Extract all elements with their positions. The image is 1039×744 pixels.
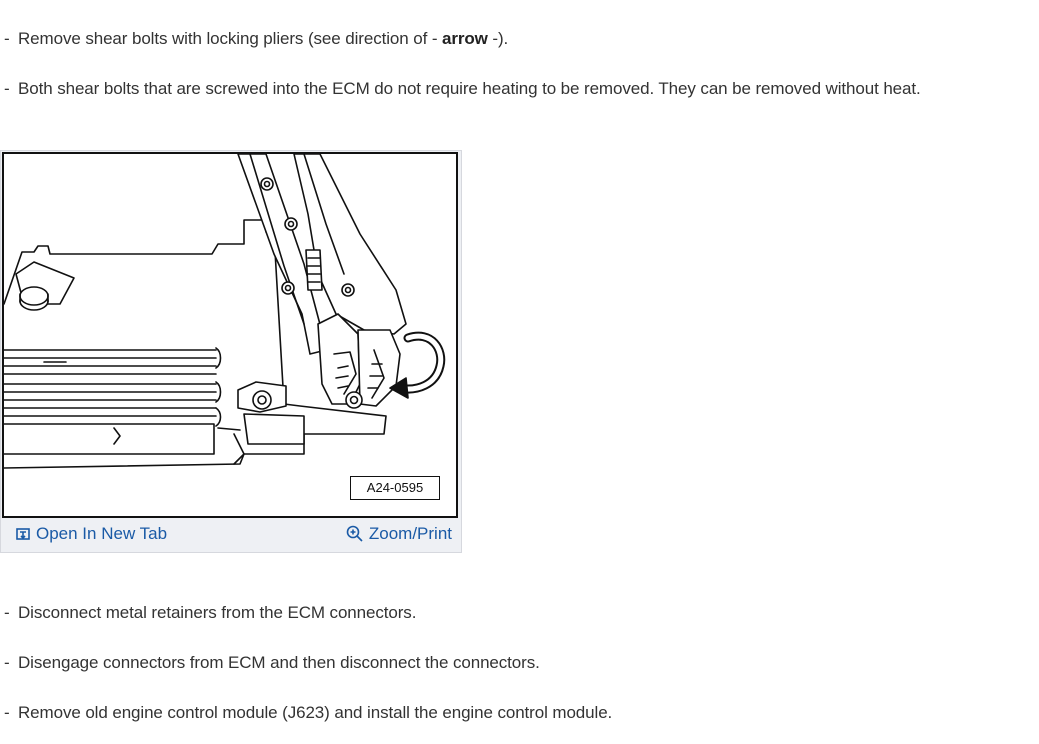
step-dash: - [4, 603, 10, 622]
step-disconnect-retainers [4, 603, 416, 623]
open-in-new-tab-label: Open In New Tab [36, 524, 168, 543]
step-dash: - [4, 79, 10, 98]
zoom-print-link[interactable] [346, 524, 452, 544]
zoom-in-icon [346, 525, 364, 543]
pliers-on-ecm-drawing [4, 154, 456, 516]
step-text: Disconnect metal retainers from the ECM connectors. [18, 603, 417, 622]
step-dash: - [4, 653, 10, 672]
step-text-end: -). [487, 29, 509, 48]
step-text: Disengage connectors from ECM and then disconnect the connectors. [18, 653, 540, 672]
open-tab-icon [15, 526, 31, 542]
zoom-print-label: Zoom/Print [368, 524, 452, 543]
step-replace-ecm [4, 703, 612, 723]
step-no-heat-note [4, 79, 921, 99]
step-remove-shear-bolts [4, 29, 508, 49]
arrow-reference: arrow [442, 29, 488, 48]
step-dash: - [4, 703, 10, 722]
figure-illustration[interactable] [2, 152, 458, 518]
step-disengage-connectors [4, 653, 540, 673]
step-dash: - [4, 29, 10, 48]
figure-code-label: A24-0595 [350, 476, 440, 500]
figure-container [0, 150, 462, 553]
open-in-new-tab-link[interactable] [15, 524, 167, 544]
step-text: Remove old engine control module (J623) and install the engine control module. [18, 703, 613, 722]
step-text: Remove shear bolts with locking pliers (see direction of - [18, 29, 443, 48]
step-text: Both shear bolts that are screwed into the ECM do not require heating to be removed. They can be removed without heat. [18, 79, 921, 98]
